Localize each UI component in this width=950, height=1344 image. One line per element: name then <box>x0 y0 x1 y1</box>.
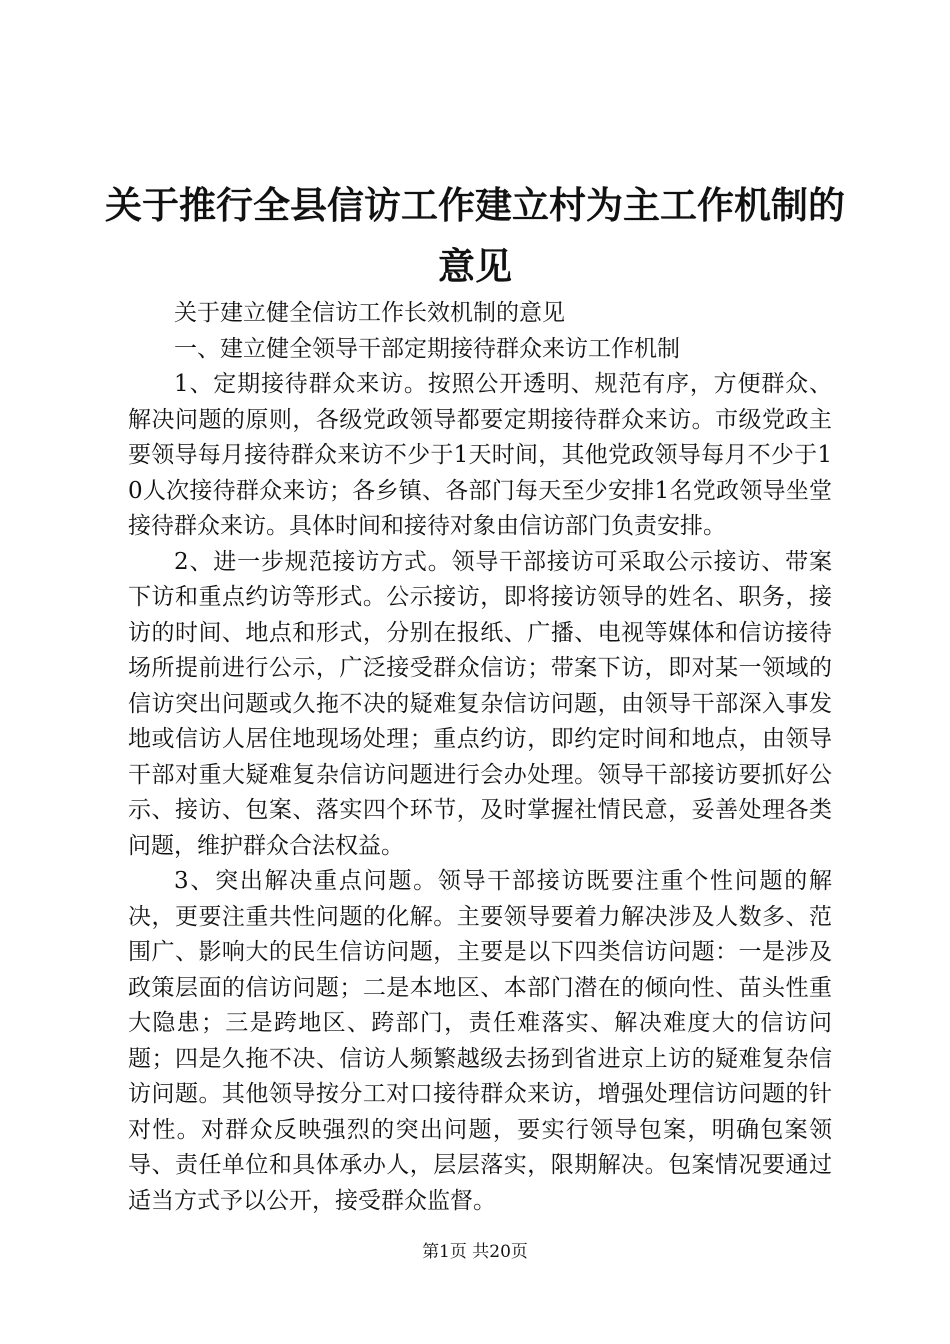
document-body <box>128 296 832 1219</box>
document-title-line-2: 意见 <box>438 245 512 288</box>
page-footer: 第1页 共20页 <box>422 1242 528 1262</box>
paragraph-subtitle: 关于建立健全信访工作长效机制的意见 <box>174 300 565 326</box>
paragraph-item-1: 1、定期接待群众来访。按照公开透明、规范有序，方便群众、解决问题的原则，各级党政领导都要定期接待群众来访。市级党政主要领导每月接待群众来访不少于1天时间，其他党政领导每月不少于10人次接待群众来访；各乡镇、各部门每天至少安排1名党政领导坐堂接待群众来访。具体时间和接待对象由信访部门负责安排。 <box>128 371 832 539</box>
document-title-line-1: 关于推行全县信访工作建立村为主工作机制的 <box>105 184 845 227</box>
paragraph-item-3: 3、突出解决重点问题。领导干部接访既要注重个性问题的解决，更要注重共性问题的化解。主要领导要着力解决涉及人数多、范围广、影响大的民生信访问题，主要是以下四类信访问题：一是涉及政策层面的信访问题；二是本地区、本部门潜在的倾向性、苗头性重大隐患；三是跨地区、跨部门，责任难落实、解决难度大的信访问题；四是久拖不决、信访人频繁越级去扬到省进京上访的疑难复杂信访问题。其他领导按分工对口接待群众来访，增强处理信访问题的针对性。对群众反映强烈的突出问题，要实行领导包案，明确包案领导、责任单位和具体承办人，层层落实，限期解决。包案情况要通过适当方式予以公开，接受群众监督。 <box>128 868 832 1214</box>
paragraph-section-heading: 一、建立健全领导干部定期接待群众来访工作机制 <box>174 335 680 362</box>
paragraph-item-2: 2、进一步规范接访方式。领导干部接访可采取公示接访、带案下访和重点约访等形式。公示接访，即将接访领导的姓名、职务，接访的时间、地点和形式，分别在报纸、广播、电视等媒体和信访接待场所提前进行公示，广泛接受群众信访；带案下访，即对某一领域的信访突出问题或久拖不决的疑难复杂信访问题，由领导干部深入事发地或信访人居住地现场处理；重点约访，即约定时间和地点，由领导干部对重大疑难复杂信访问题进行会办处理。领导干部接访要抓好公示、接访、包案、落实四个环节，及时掌握社情民意，妥善处理各类问题，维护群众合法权益。 <box>128 548 832 859</box>
